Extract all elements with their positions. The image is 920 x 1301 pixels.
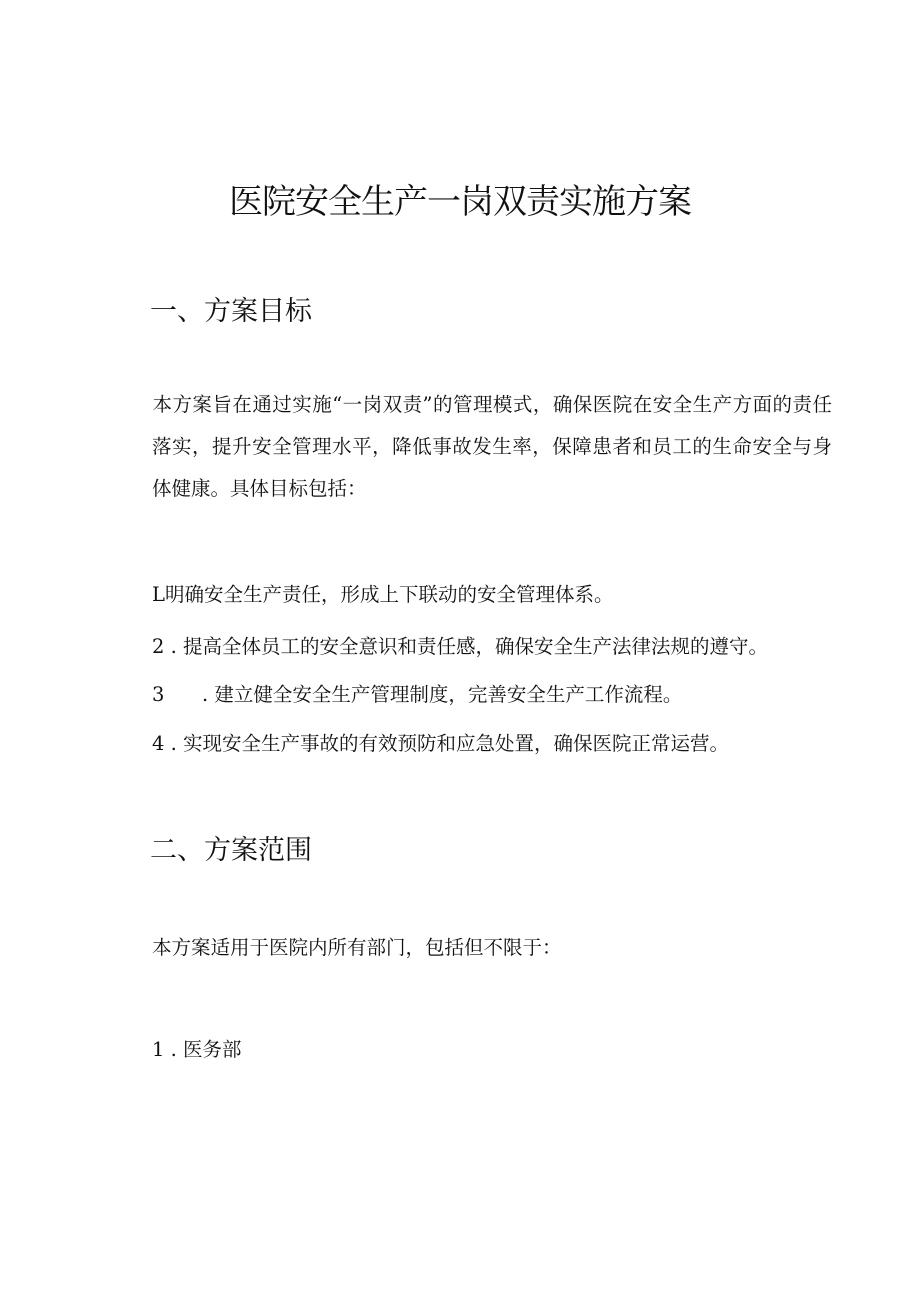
goal-item-text: 明确安全生产责任，形成上下联动的安全管理体系。 — [164, 583, 614, 606]
section-heading-goals: 一、方案目标 — [150, 296, 312, 327]
section-heading-scope: 二、方案范围 — [150, 835, 312, 866]
goal-item-2 — [152, 632, 768, 662]
goal-item-4 — [152, 729, 729, 759]
goal-item-number: 4 — [152, 732, 165, 755]
goal-item-text: . 实现安全生产事故的有效预防和应急处置，确保医院正常运营。 — [164, 732, 730, 755]
goal-item-number: 3 — [152, 683, 165, 706]
goal-item-number: L — [152, 583, 165, 606]
goal-item-3 — [152, 680, 682, 710]
scope-item-1 — [152, 1035, 242, 1065]
scope-item-number: 1 — [152, 1038, 165, 1061]
section-goals-paragraph — [152, 384, 832, 510]
goal-item-number: 2 — [152, 635, 165, 658]
scope-item-text: . 医务部 — [164, 1038, 242, 1061]
section-scope-paragraph: 本方案适用于医院内所有部门，包括但不限于： — [152, 936, 562, 959]
section-goals-paragraph-text: 本方案旨在通过实施“一岗双责”的管理模式，确保医院在安全生产方面的责任落实，提升安全管理水平，降低事故发生率，保障患者和员工的生命安全与身体健康。具体目标包括： — [152, 393, 832, 500]
goal-item-1 — [152, 580, 613, 610]
goal-item-text: . 提高全体员工的安全意识和责任感，确保安全生产法律法规的遵守。 — [164, 635, 769, 658]
goal-item-text: . 建立健全安全生产管理制度，完善安全生产工作流程。 — [202, 683, 683, 706]
document-title: 医院安全生产一岗双责实施方案 — [229, 182, 691, 222]
